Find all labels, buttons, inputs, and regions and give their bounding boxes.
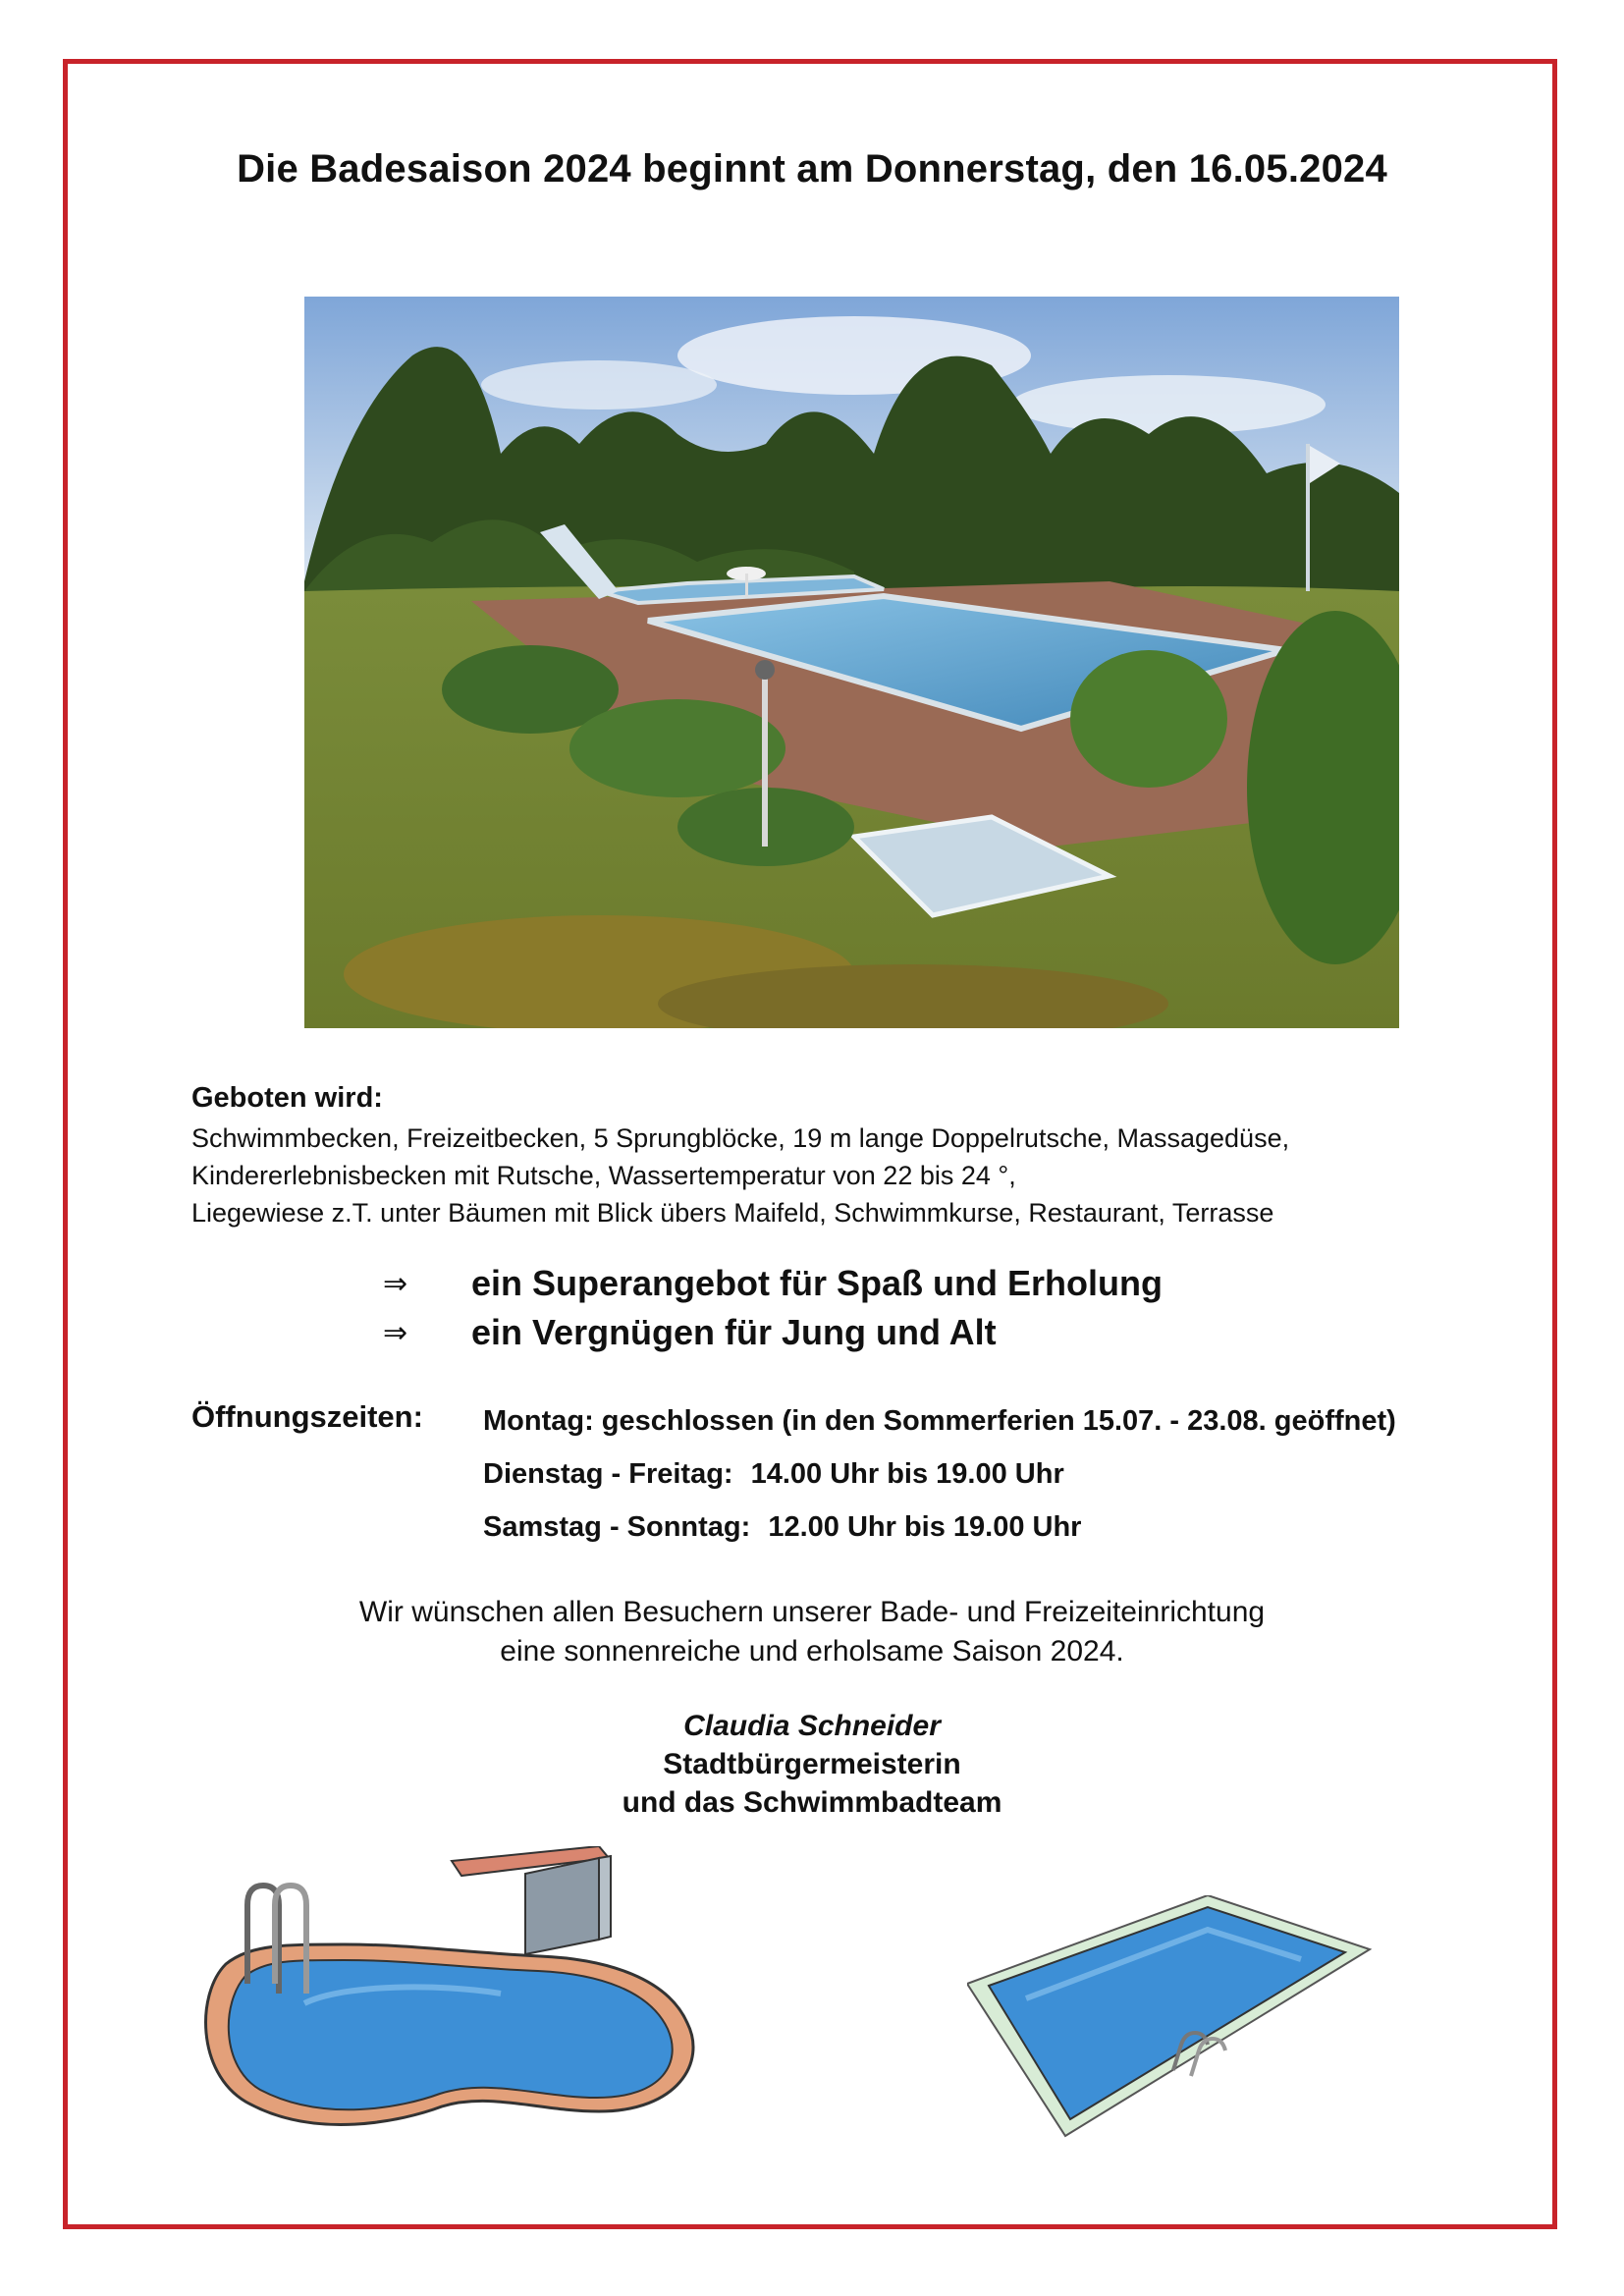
signature-team: und das Schwimmbadteam <box>622 1786 1002 1819</box>
signature-role: Stadtbürgermeisterin <box>663 1748 961 1780</box>
offer-line: Liegewiese z.T. unter Bäumen mit Blick übers Maifeld, Schwimmkurse, Restaurant, Terrasse <box>191 1198 1274 1228</box>
offer-description <box>191 1120 1468 1231</box>
offer-heading: Geboten wird: <box>191 1082 383 1114</box>
pool-photo <box>304 297 1399 1028</box>
closing-message <box>0 1593 1624 1671</box>
double-arrow-icon: ⇒ <box>383 1315 408 1350</box>
highlight-list <box>383 1259 1163 1357</box>
signature-block <box>0 1707 1624 1822</box>
opening-time: 12.00 Uhr bis 19.00 Uhr <box>768 1510 1082 1543</box>
offer-line: Kindererlebnisbecken mit Rutsche, Wassertemperatur von 22 bis 24 °, <box>191 1161 1016 1190</box>
highlight-text: ein Vergnügen für Jung und Alt <box>471 1312 997 1352</box>
rectangular-pool-illustration <box>967 1895 1380 2146</box>
opening-day: Montag: geschlossen (in den Sommerferien 15.07. - 23.08. geöffnet) <box>483 1404 1396 1437</box>
opening-time: 14.00 Uhr bis 19.00 Uhr <box>750 1457 1064 1490</box>
round-pool-illustration <box>187 1846 717 2146</box>
opening-hours-list <box>483 1394 1396 1554</box>
opening-hours-row <box>483 1394 1396 1448</box>
highlight-item <box>383 1259 1163 1308</box>
page-title: Die Badesaison 2024 beginnt am Donnerstag, den 16.05.2024 <box>237 147 1387 191</box>
highlight-item <box>383 1308 1163 1357</box>
highlight-text: ein Superangebot für Spaß und Erholung <box>471 1263 1163 1303</box>
opening-day: Samstag - Sonntag: <box>483 1510 751 1543</box>
opening-hours-label: Öffnungszeiten: <box>191 1399 423 1434</box>
double-arrow-icon: ⇒ <box>383 1266 408 1301</box>
opening-hours-row <box>483 1448 1396 1501</box>
closing-line: Wir wünschen allen Besuchern unserer Bade- und Freizeiteinrichtung <box>358 1596 1266 1628</box>
signature-name: Claudia Schneider <box>683 1710 941 1742</box>
opening-hours-row <box>483 1501 1396 1554</box>
opening-day: Dienstag - Freitag: <box>483 1457 733 1490</box>
closing-line: eine sonnenreiche und erholsame Saison 2024. <box>500 1635 1124 1667</box>
offer-line: Schwimmbecken, Freizeitbecken, 5 Sprungblöcke, 19 m lange Doppelrutsche, Massagedüse, <box>191 1123 1290 1153</box>
